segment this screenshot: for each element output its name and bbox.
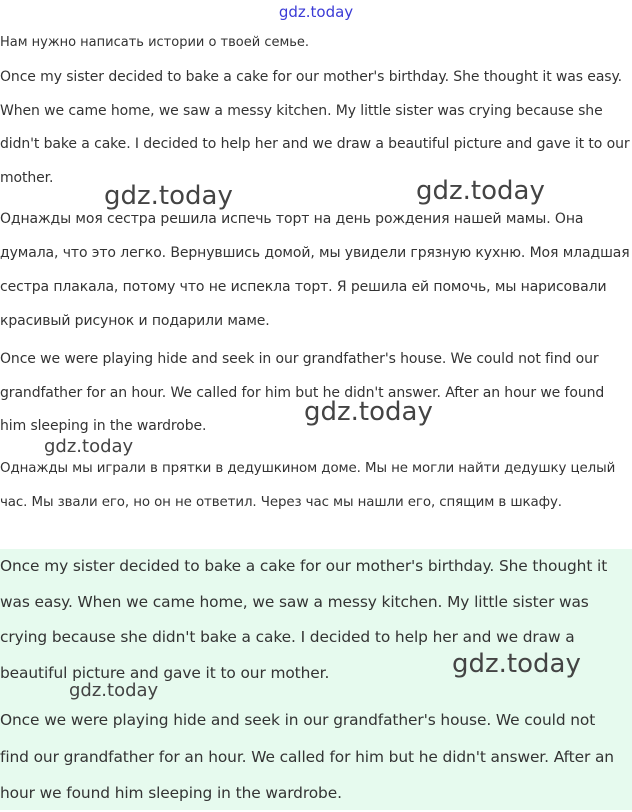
watermark-4: gdz.today (44, 436, 134, 457)
watermark-1: gdz.today (104, 181, 233, 211)
watermark-2: gdz.today (416, 176, 545, 206)
story-russian-1: Однажды моя сестра решила испечь торт на день рождения нашей мамы. Она думала, что это легко. Вернувшись домой, мы увидели грязную кухню. Моя младшая сестра плакала, потому что не испекла торт. Я решила ей помочь, мы нарисовали красивый рисунок и подарили маме. (0, 211, 630, 329)
task-instruction: Нам нужно написать истории о твоей семье. (0, 35, 310, 50)
answer-story-1: Once my sister decided to bake a cake for our mother's birthday. She thought it was easy. When we came home, we saw a messy kitchen. My little sister was crying because she didn't bake a cake. I decided to help her and we draw a beautiful picture and gave it to our mother. (0, 557, 608, 683)
site-title[interactable]: gdz.today (278, 3, 354, 21)
story-english-1: Once my sister decided to bake a cake for our mother's birthday. She thought it was easy. When we came home, we saw a messy kitchen. My little sister was crying because she didn't bake a cake. I decided to help her and we draw a beautiful picture and gave it to our mother. (0, 69, 630, 186)
watermark-5: gdz.today (452, 649, 581, 679)
watermark-6: gdz.today (69, 680, 159, 701)
answer-story-2: Once we were playing hide and seek in our grandfather's house. We could not find our grandfather for an hour. We called for him but he didn't answer. After an hour we found him sleeping in the wardrobe. (0, 711, 614, 802)
story-english-2: Once we were playing hide and seek in our grandfather's house. We could not find our grandfather for an hour. We called for him but he didn't answer. After an hour we found him sleeping in the wardrobe. (0, 351, 605, 434)
watermark-3: gdz.today (304, 397, 433, 427)
story-russian-2: Однажды мы играли в прятки в дедушкином доме. Мы не могли найти дедушку целый час. Мы звали его, но он не ответил. Через час мы нашли его, спящим в шкафу. (0, 461, 616, 510)
